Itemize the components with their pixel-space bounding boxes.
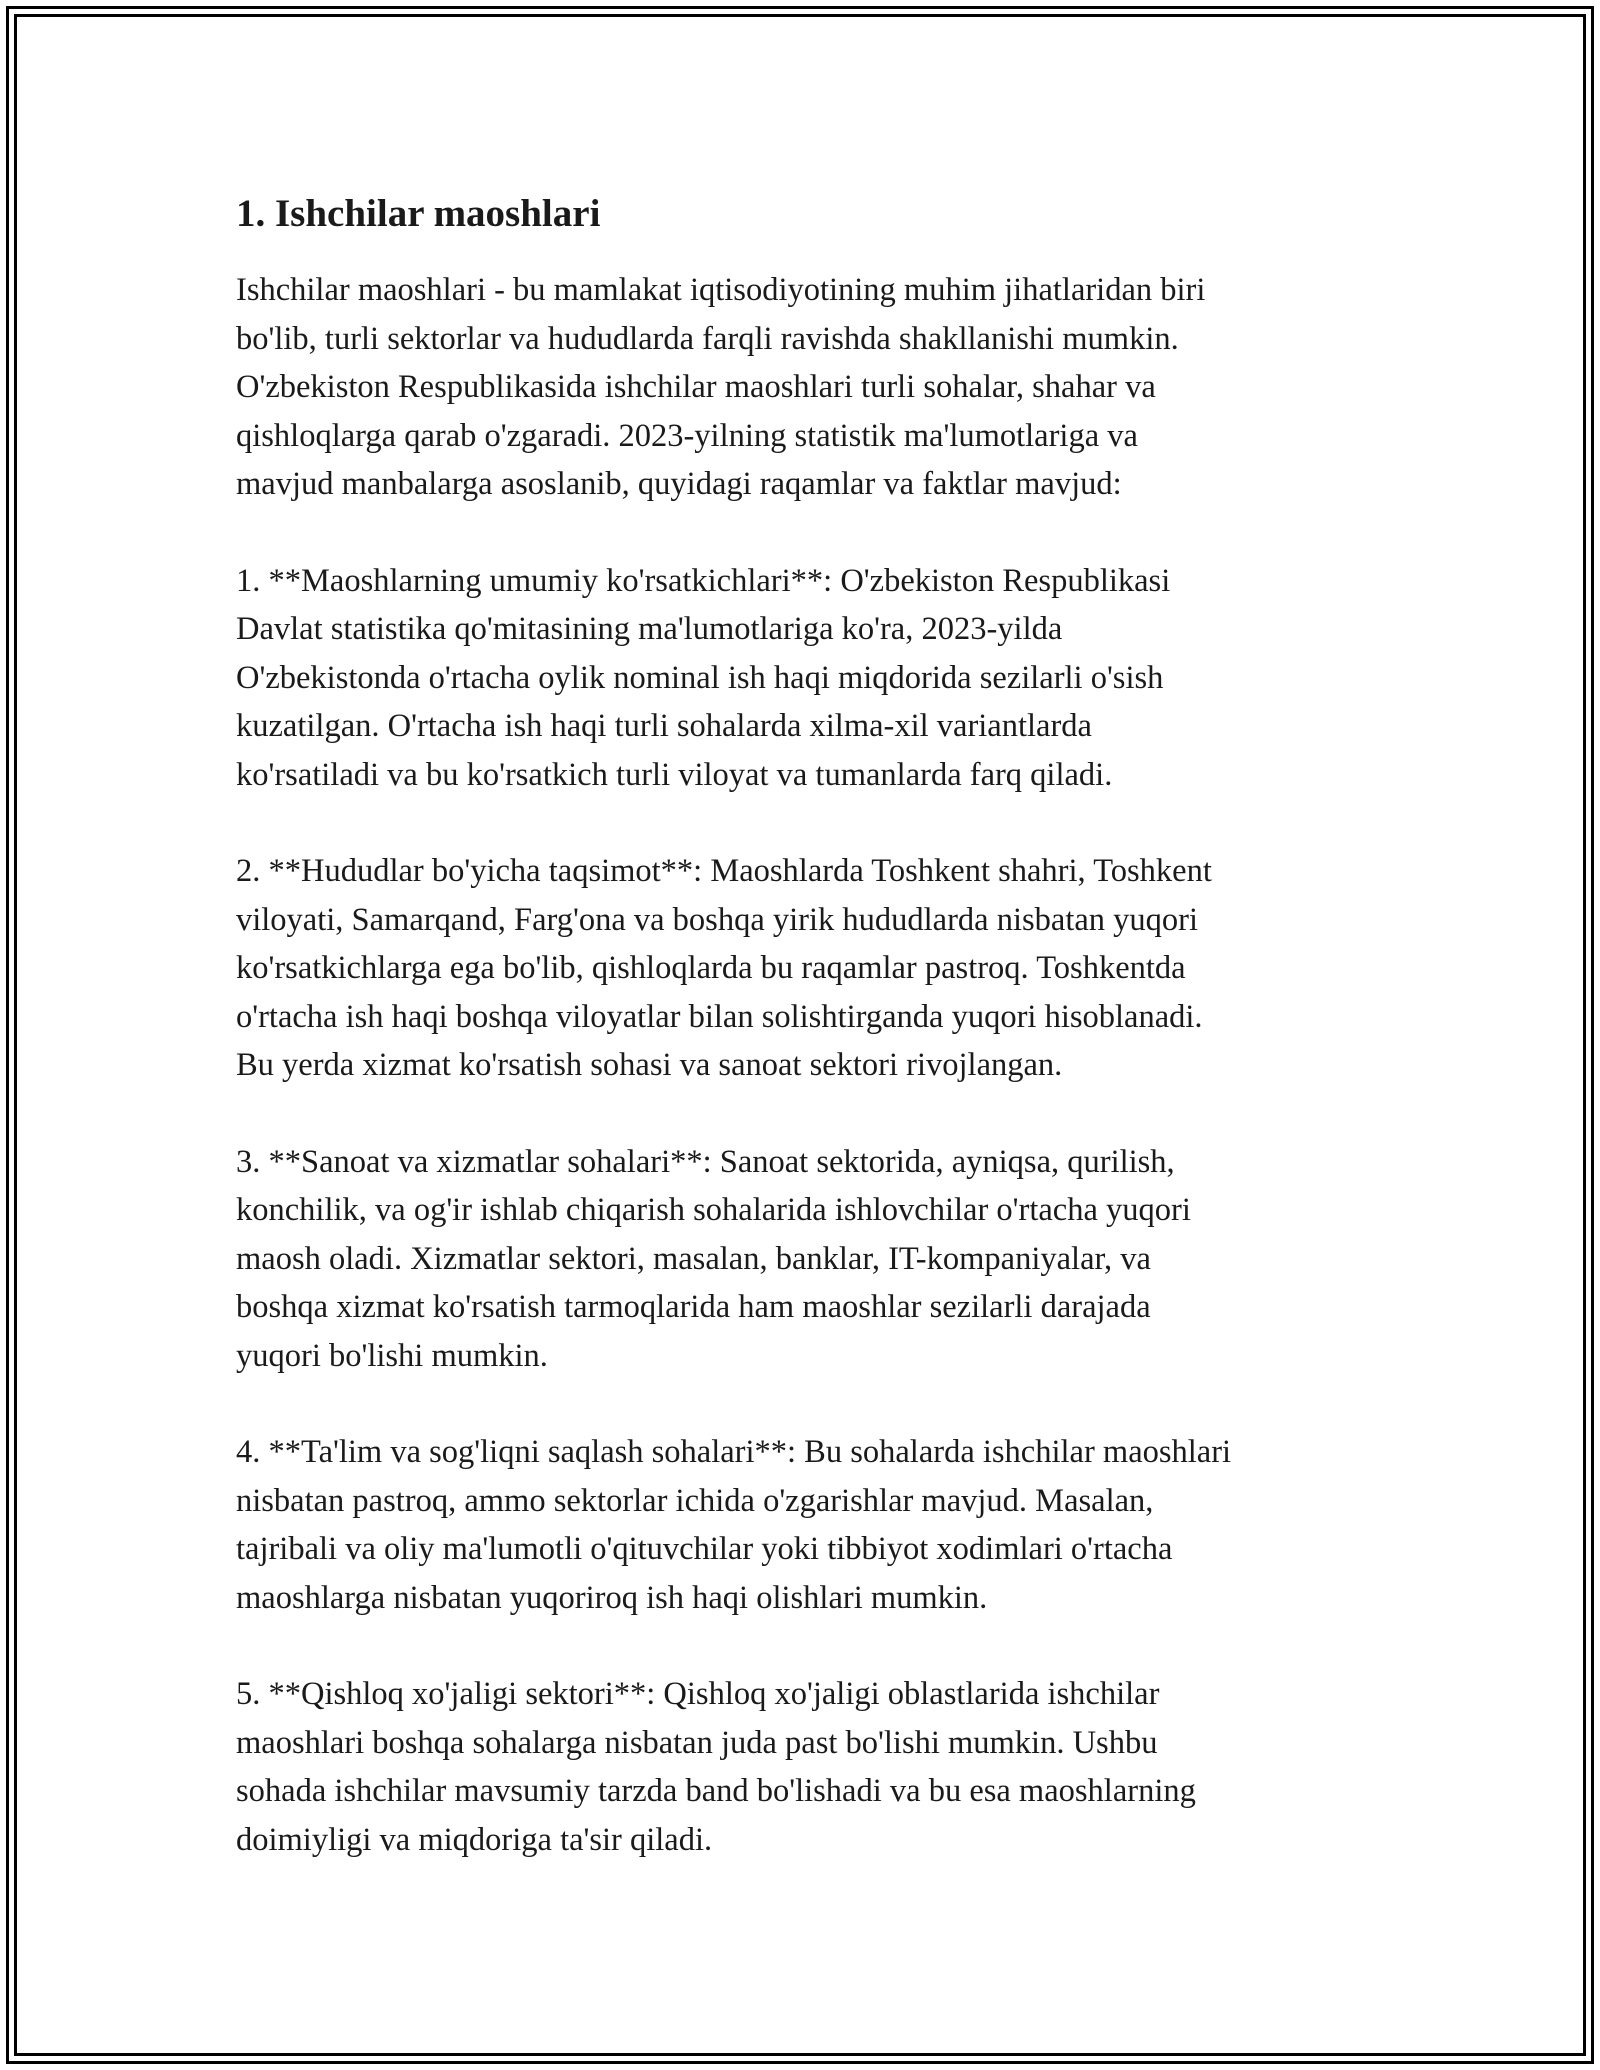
paragraph-line: nisbatan pastroq, ammo sektorlar ichida o'zgarishlar mavjud. Masalan, — [236, 1482, 1154, 1519]
document-body — [236, 188, 1386, 1912]
paragraph-line: maoshlarga nisbatan yuqoriroq ish haqi olishlari mumkin. — [236, 1579, 988, 1616]
paragraph-line: 5. **Qishloq xo'jaligi sektori**: Qishloq xo'jaligi oblastlarida ishchilar — [236, 1676, 1160, 1712]
paragraph-line: ko'rsatkichlarga ega bo'lib, qishloqlarda bu raqamlar pastroq. Toshkentda — [236, 950, 1186, 986]
paragraph-2 — [236, 557, 1386, 800]
paragraph-line: boshqa xizmat ko'rsatish tarmoqlarida ham maoshlar sezilarli darajada — [236, 1289, 1151, 1325]
paragraph-line: yuqori bo'lishi mumkin. — [236, 1337, 548, 1374]
paragraph-line: maoshlari boshqa sohalarga nisbatan juda past bo'lishi mumkin. Ushbu — [236, 1724, 1158, 1761]
paragraph-line: Ishchilar maoshlari - bu mamlakat iqtisodiyotining muhim jihatlaridan biri — [236, 272, 1206, 308]
paragraph-line: 3. **Sanoat va xizmatlar sohalari**: Sanoat sektorida, ayniqsa, qurilish, — [236, 1143, 1175, 1180]
paragraph-4 — [236, 1138, 1386, 1381]
paragraph-line: viloyati, Samarqand, Farg'ona va boshqa yirik hududlarda nisbatan yuqori — [236, 901, 1199, 938]
paragraph-line: 2. **Hududlar bo'yicha taqsimot**: Maoshlarda Toshkent shahri, Toshkent — [236, 853, 1212, 889]
paragraph-line: konchilik, va og'ir ishlab chiqarish sohalarida ishlovchilar o'rtacha yuqori — [236, 1192, 1191, 1228]
paragraph-line: bo'lib, turli sektorlar va hududlarda farqli ravishda shakllanishi mumkin. — [236, 320, 1179, 357]
paragraph-3 — [236, 847, 1386, 1090]
paragraph-line: Bu yerda xizmat ko'rsatish sohasi va sanoat sektori rivojlangan. — [236, 1047, 1063, 1083]
paragraph-line: O'zbekistonda o'rtacha oylik nominal ish haqi miqdorida sezilarli o'sish — [236, 659, 1164, 696]
paragraph-line: kuzatilgan. O'rtacha ish haqi turli sohalarda xilma-xil variantlarda — [236, 708, 1092, 744]
paragraph-line: O'zbekiston Respublikasida ishchilar maoshlari turli sohalar, shahar va — [236, 369, 1156, 405]
paragraph-line: doimiyligi va miqdoriga ta'sir qiladi. — [236, 1821, 713, 1858]
paragraph-list — [236, 266, 1386, 1864]
paragraph-line: mavjud manbalarga asoslanib, quyidagi raqamlar va faktlar mavjud: — [236, 466, 1122, 502]
paragraph-line: maosh oladi. Xizmatlar sektori, masalan, banklar, IT-kompaniyalar, va — [236, 1240, 1151, 1277]
paragraph-line: qishloqlarga qarab o'zgaradi. 2023-yilning statistik ma'lumotlariga va — [236, 417, 1138, 454]
paragraph-line: tajribali va oliy ma'lumotli o'qituvchilar yoki tibbiyot xodimlari o'rtacha — [236, 1531, 1173, 1567]
paragraph-6 — [236, 1670, 1386, 1864]
section-title: 1. Ishchilar maoshlari — [236, 192, 601, 235]
paragraph-5 — [236, 1428, 1386, 1622]
paragraph-line: sohada ishchilar mavsumiy tarzda band bo'lishadi va bu esa maoshlarning — [236, 1773, 1196, 1809]
paragraph-line: o'rtacha ish haqi boshqa viloyatlar bilan solishtirganda yuqori hisoblanadi. — [236, 998, 1203, 1035]
paragraph-1 — [236, 266, 1386, 509]
paragraph-line: 1. **Maoshlarning umumiy ko'rsatkichlari**: O'zbekiston Respublikasi — [236, 562, 1171, 599]
paragraph-line: ko'rsatiladi va bu ko'rsatkich turli viloyat va tumanlarda farq qiladi. — [236, 756, 1113, 793]
paragraph-line: 4. **Ta'lim va sog'liqni saqlash sohalari**: Bu sohalarda ishchilar maoshlari — [236, 1434, 1232, 1470]
paragraph-line: Davlat statistika qo'mitasining ma'lumotlariga ko'ra, 2023-yilda — [236, 611, 1063, 647]
